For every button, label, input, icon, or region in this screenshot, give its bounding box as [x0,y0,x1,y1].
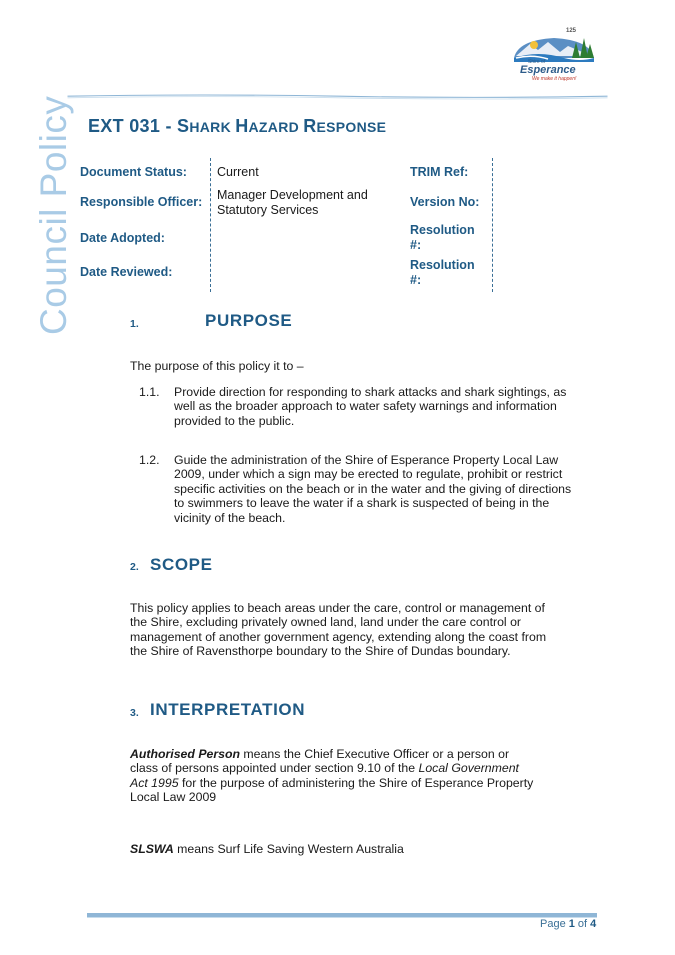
responsible-officer-value-line1: Manager Development and [217,188,368,202]
logo-badge: 125 [566,28,577,34]
resolution-1-label-line2: #: [410,238,422,252]
scope-line: the Shire, excluding privately owned land, land under the care control or [130,615,522,630]
title-letter-s: S [177,116,190,136]
slswa-term: SLSWA [130,842,174,856]
council-policy-side-label: Council Policy [33,95,74,335]
section-2-number: 2. [130,561,139,573]
authorised-line4: Local Law 2009 [130,790,217,805]
title-part-3: ESPONSE [316,119,387,135]
of-word: of [574,918,591,930]
purpose-item-2-text [174,453,571,525]
policy-title [88,116,386,137]
section-3-heading: INTERPRETATION [150,700,306,719]
authorised-line3: for the purpose of administering the Shire of Esperance Property [178,775,534,790]
resolution-2-label-line1: Resolution [410,258,475,272]
page-word: Page [540,918,569,930]
purpose-item-2-line: to swimmers to leave the water if a shark is suspected of being in the [174,496,550,511]
resolution-1-label-line1: Resolution [410,223,475,237]
meta-divider-left [210,158,211,292]
section-1-heading: PURPOSE [205,311,293,330]
document-status-label: Document Status: [80,165,187,179]
purpose-item-2-line: Guide the administration of the Shire of Esperance Property Local Law [174,453,559,467]
footer-rule-thin [87,917,597,918]
logo-tagline: We make it happen! [532,76,577,82]
purpose-item-1-line: provided to the public. [174,413,295,428]
purpose-item-1-line: Provide direction for responding to shark attacks and shark sightings, as [174,385,567,399]
responsible-officer-value-line2: Statutory Services [217,203,319,217]
version-no-label: Version No: [410,195,480,209]
purpose-item-2-line: vicinity of the beach. [174,510,286,525]
page-indicator [540,918,596,930]
document-status-value: Current [217,165,259,179]
purpose-item-1-line: well as the broader approach to water safety warnings and information [174,399,557,414]
slswa-definition [130,842,404,856]
logo-prefix: Shire of [528,59,546,65]
shire-logo [508,28,600,84]
scope-line: management of another government agency, extending along the coast from [130,629,547,644]
date-reviewed-label: Date Reviewed: [80,265,173,279]
scope-line: the Shire of Ravensthorpe boundary to the Shire of Dundas boundary. [130,644,511,659]
title-letter-r: R [303,116,317,136]
section-1-number: 1. [130,318,139,330]
header-wave-rule [0,93,675,101]
responsible-officer-label: Responsible Officer: [80,195,203,209]
authorised-person-term: Authorised Person [130,747,241,761]
authorised-line2: class of persons appointed under section 9.10 of the [130,761,419,776]
purpose-item-2-line: 2009, under which a sign may be erected to regulate, prohibit or restrict [174,467,563,482]
authorised-line3-italic: Act 1995 [130,775,179,790]
date-adopted-label: Date Adopted: [80,231,165,245]
slswa-text: means Surf Life Saving Western Australia [173,842,404,856]
purpose-item-2-line: specific activities on the beach or in the water and the giving of directions [174,481,572,496]
purpose-intro: The purpose of this policy it to – [130,359,304,373]
policy-code: EXT 031 - [88,116,178,136]
section-3-number: 3. [130,707,139,719]
trim-ref-label: TRIM Ref: [410,165,469,179]
resolution-2-label-line2: #: [410,273,422,287]
title-part-1: HARK [189,119,236,135]
page-number: 1 [568,918,575,930]
purpose-item-2-number: 1.2. [139,453,160,467]
meta-divider-right [492,158,493,292]
title-letter-h: H [235,116,249,136]
title-part-2: AZARD [248,119,304,135]
section-2-heading: SCOPE [150,555,213,574]
scope-line: This policy applies to beach areas under the care, control or management of [130,601,545,615]
page-total: 4 [590,918,597,930]
scope-text [130,601,546,659]
authorised-line1: means the Chief Executive Officer or a person or [240,747,510,761]
purpose-item-1-text [174,385,566,428]
authorised-line2-italic: Local Government [418,761,519,776]
authorised-person-definition [130,747,533,805]
logo-name: Esperance [520,64,576,76]
purpose-item-1-number: 1.1. [139,385,160,399]
